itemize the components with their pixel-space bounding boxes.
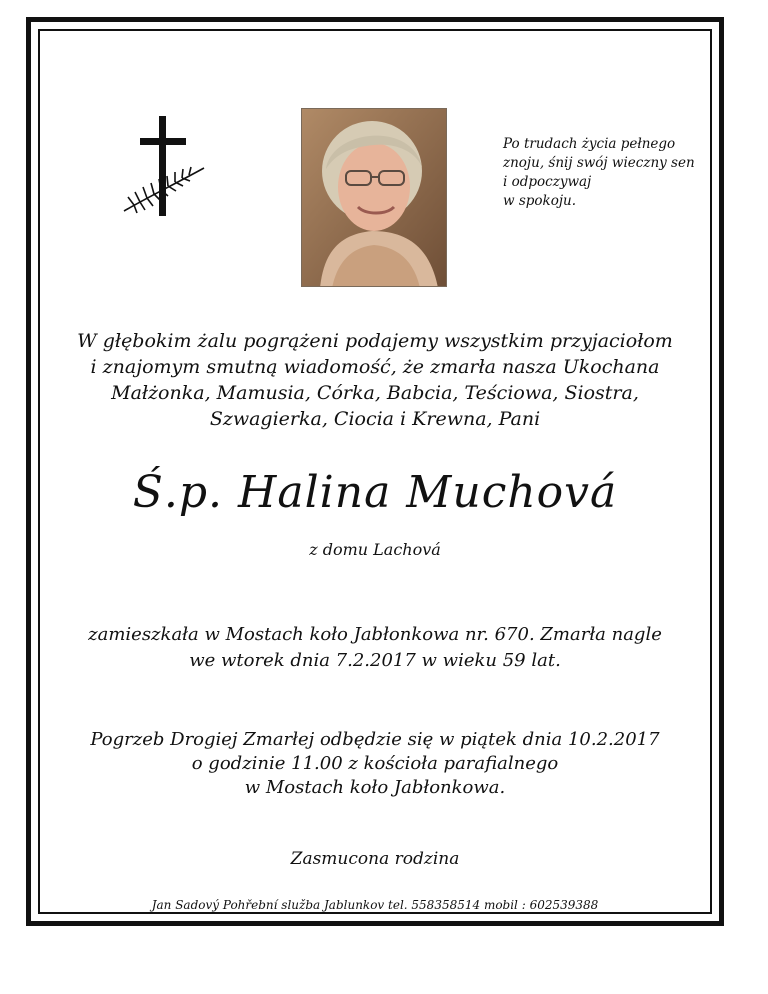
intro-line: i znajomym smutną wiadomość, że zmarła nasza Ukochana: [90, 356, 660, 378]
poem-line: w spokoju.: [503, 193, 577, 209]
residence-line: zamieszkała w Mostach koło Jabłonkowa nr. 670. Zmarła nagle: [88, 624, 662, 645]
intro-line: Szwagierka, Ciocia i Krewna, Pani: [209, 408, 541, 430]
portrait-photo: [301, 108, 447, 287]
intro-paragraph: [60, 328, 690, 432]
funeral-service-footer: Jan Sadový Pohřební služba Jablunkov tel. 558358514 mobil : 602539388: [151, 898, 599, 912]
family-signature: Zasmucona rodzina: [290, 849, 460, 869]
intro-line: W głębokim żalu pogrążeni podajemy wszystkim przyjaciołom: [77, 330, 673, 352]
deceased-name: Ś.p. Halina Muchová: [132, 467, 618, 518]
poem-line: Po trudach życia pełnego: [503, 136, 676, 152]
poem-line: i odpoczywaj: [503, 174, 592, 190]
funeral-line: w Mostach koło Jabłonkowa.: [244, 777, 506, 798]
maiden-name: z domu Lachová: [309, 540, 441, 559]
poem-verse: [503, 135, 713, 211]
residence-paragraph: [60, 622, 690, 674]
cross-icon: [120, 116, 210, 218]
funeral-line: o godzinie 11.00 z kościoła parafialnego: [191, 753, 559, 774]
intro-line: Małżonka, Mamusia, Córka, Babcia, Teściowa, Siostra,: [111, 382, 639, 404]
poem-line: znoju, śnij swój wieczny sen: [503, 155, 695, 171]
funeral-paragraph: [60, 728, 690, 800]
residence-line: we wtorek dnia 7.2.2017 w wieku 59 lat.: [189, 650, 561, 671]
funeral-line: Pogrzeb Drogiej Zmarłej odbędzie się w piątek dnia 10.2.2017: [90, 729, 660, 750]
